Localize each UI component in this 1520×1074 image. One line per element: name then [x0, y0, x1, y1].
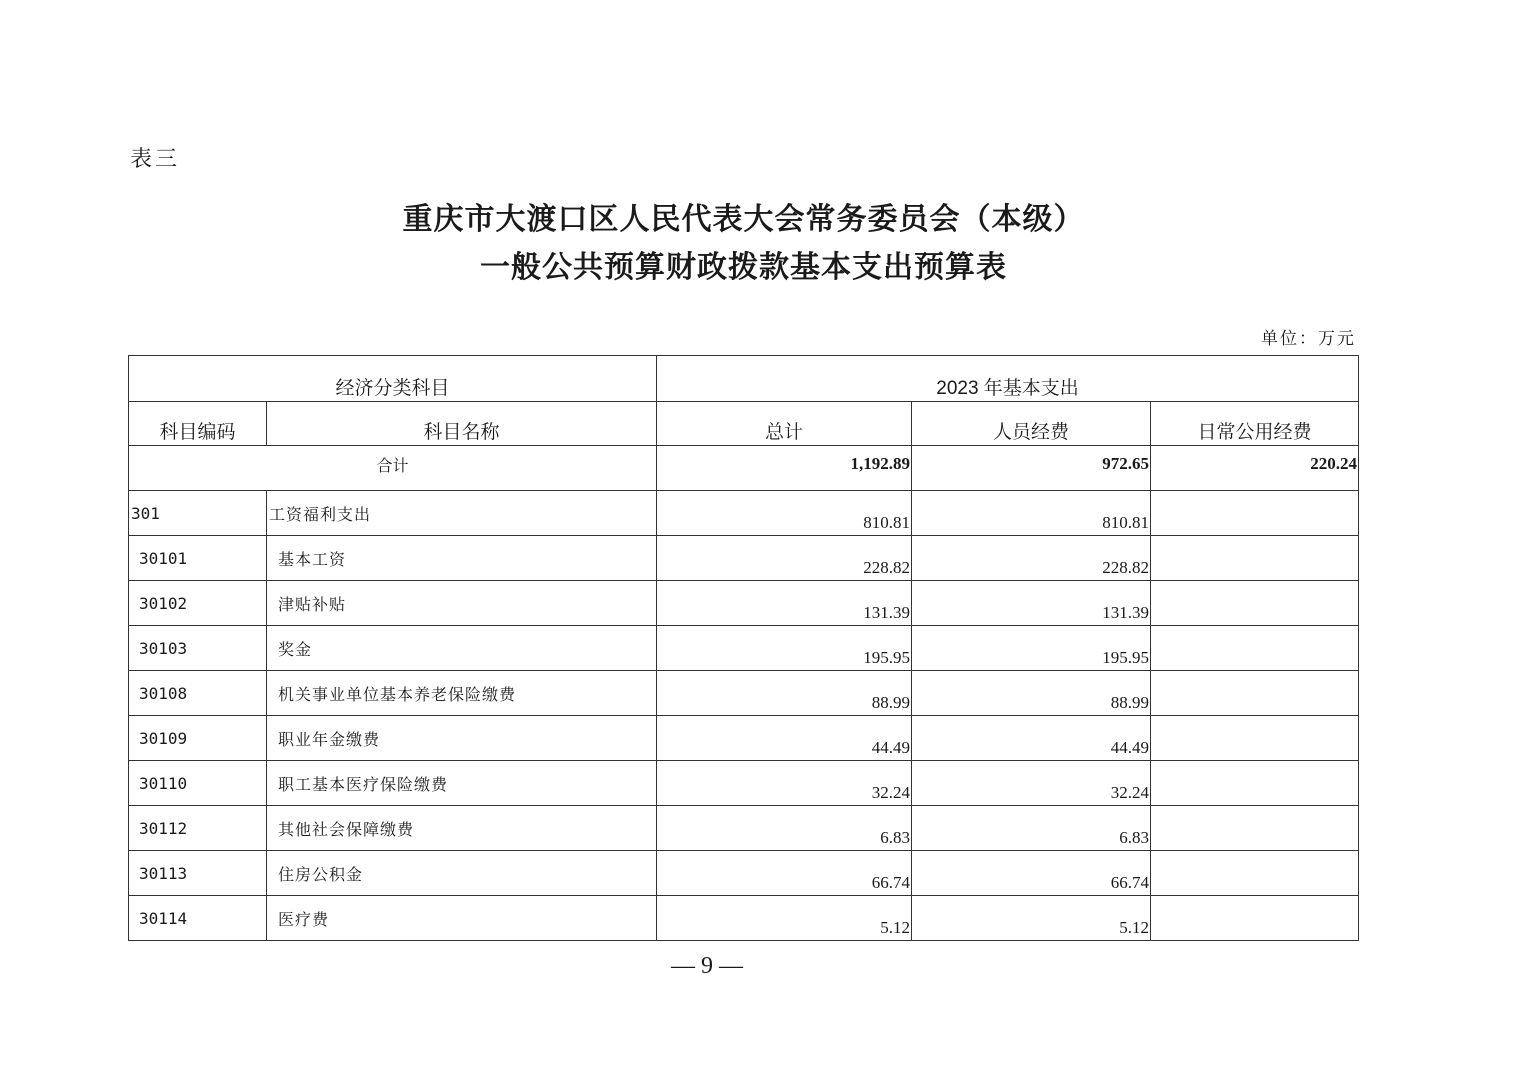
header-row-group	[129, 356, 1359, 402]
table-row	[129, 806, 1359, 851]
subject-code-cell: 30103	[129, 626, 267, 671]
personnel-expense-cell: 6.83	[912, 806, 1151, 851]
table-row	[129, 671, 1359, 716]
personnel-expense-cell: 131.39	[912, 581, 1151, 626]
table-row	[129, 761, 1359, 806]
subject-name-cell: 奖金	[267, 626, 657, 671]
subject-code-cell: 30101	[129, 536, 267, 581]
header-basic-expenditure-2023: 2023 年基本支出	[657, 356, 1359, 402]
subject-name-cell: 其他社会保障缴费	[267, 806, 657, 851]
total-row-personnel: 972.65	[912, 446, 1151, 491]
table-row	[129, 851, 1359, 896]
subject-name-cell: 职工基本医疗保险缴费	[267, 761, 657, 806]
subject-name-cell: 医疗费	[267, 896, 657, 941]
subject-code-cell: 301	[129, 491, 267, 536]
public-expense-cell	[1151, 536, 1359, 581]
public-expense-cell	[1151, 626, 1359, 671]
subject-name-cell: 津贴补贴	[267, 581, 657, 626]
header-subject-code: 科目编码	[129, 402, 267, 446]
personnel-expense-cell: 810.81	[912, 491, 1151, 536]
subject-code-cell: 30109	[129, 716, 267, 761]
header-personnel-expense: 人员经费	[912, 402, 1151, 446]
public-expense-cell	[1151, 491, 1359, 536]
total-cell: 195.95	[657, 626, 912, 671]
public-expense-cell	[1151, 671, 1359, 716]
document-title-line2: 一般公共预算财政拨款基本支出预算表	[480, 250, 1007, 285]
personnel-expense-cell: 228.82	[912, 536, 1151, 581]
total-cell: 6.83	[657, 806, 912, 851]
total-row-public: 220.24	[1151, 446, 1359, 491]
subject-code-cell: 30102	[129, 581, 267, 626]
budget-table	[128, 355, 1359, 941]
header-public-expense: 日常公用经费	[1151, 402, 1359, 446]
total-row-total: 1,192.89	[657, 446, 912, 491]
public-expense-cell	[1151, 716, 1359, 761]
table-row	[129, 626, 1359, 671]
total-row	[129, 446, 1359, 491]
total-row-label: 合计	[129, 446, 657, 491]
public-expense-cell	[1151, 806, 1359, 851]
personnel-expense-cell: 5.12	[912, 896, 1151, 941]
subject-code-cell: 30108	[129, 671, 267, 716]
personnel-expense-cell: 44.49	[912, 716, 1151, 761]
unit-label: 单位：万元	[1261, 329, 1356, 349]
header-subject-name: 科目名称	[267, 402, 657, 446]
header-economic-classification: 经济分类科目	[129, 356, 657, 402]
subject-name-cell: 住房公积金	[267, 851, 657, 896]
subject-name-cell: 基本工资	[267, 536, 657, 581]
total-cell: 32.24	[657, 761, 912, 806]
subject-name-cell: 职业年金缴费	[267, 716, 657, 761]
table-row	[129, 536, 1359, 581]
personnel-expense-cell: 195.95	[912, 626, 1151, 671]
subject-code-cell: 30110	[129, 761, 267, 806]
total-cell: 228.82	[657, 536, 912, 581]
table-row	[129, 716, 1359, 761]
table-row	[129, 491, 1359, 536]
table-label: 表三	[130, 147, 181, 172]
subject-name-cell: 机关事业单位基本养老保险缴费	[267, 671, 657, 716]
table-row	[129, 581, 1359, 626]
header-row-columns	[129, 402, 1359, 446]
public-expense-cell	[1151, 581, 1359, 626]
subject-code-cell: 30113	[129, 851, 267, 896]
public-expense-cell	[1151, 896, 1359, 941]
total-cell: 88.99	[657, 671, 912, 716]
page-number: — 9 —	[671, 953, 743, 979]
subject-name-cell: 工资福利支出	[267, 491, 657, 536]
header-total: 总计	[657, 402, 912, 446]
table-row	[129, 896, 1359, 941]
total-cell: 44.49	[657, 716, 912, 761]
subject-code-cell: 30112	[129, 806, 267, 851]
personnel-expense-cell: 32.24	[912, 761, 1151, 806]
total-cell: 131.39	[657, 581, 912, 626]
total-cell: 5.12	[657, 896, 912, 941]
total-cell: 66.74	[657, 851, 912, 896]
personnel-expense-cell: 66.74	[912, 851, 1151, 896]
personnel-expense-cell: 88.99	[912, 671, 1151, 716]
subject-code-cell: 30114	[129, 896, 267, 941]
public-expense-cell	[1151, 851, 1359, 896]
document-title-line1: 重庆市大渡口区人民代表大会常务委员会（本级）	[402, 202, 1085, 237]
total-cell: 810.81	[657, 491, 912, 536]
public-expense-cell	[1151, 761, 1359, 806]
